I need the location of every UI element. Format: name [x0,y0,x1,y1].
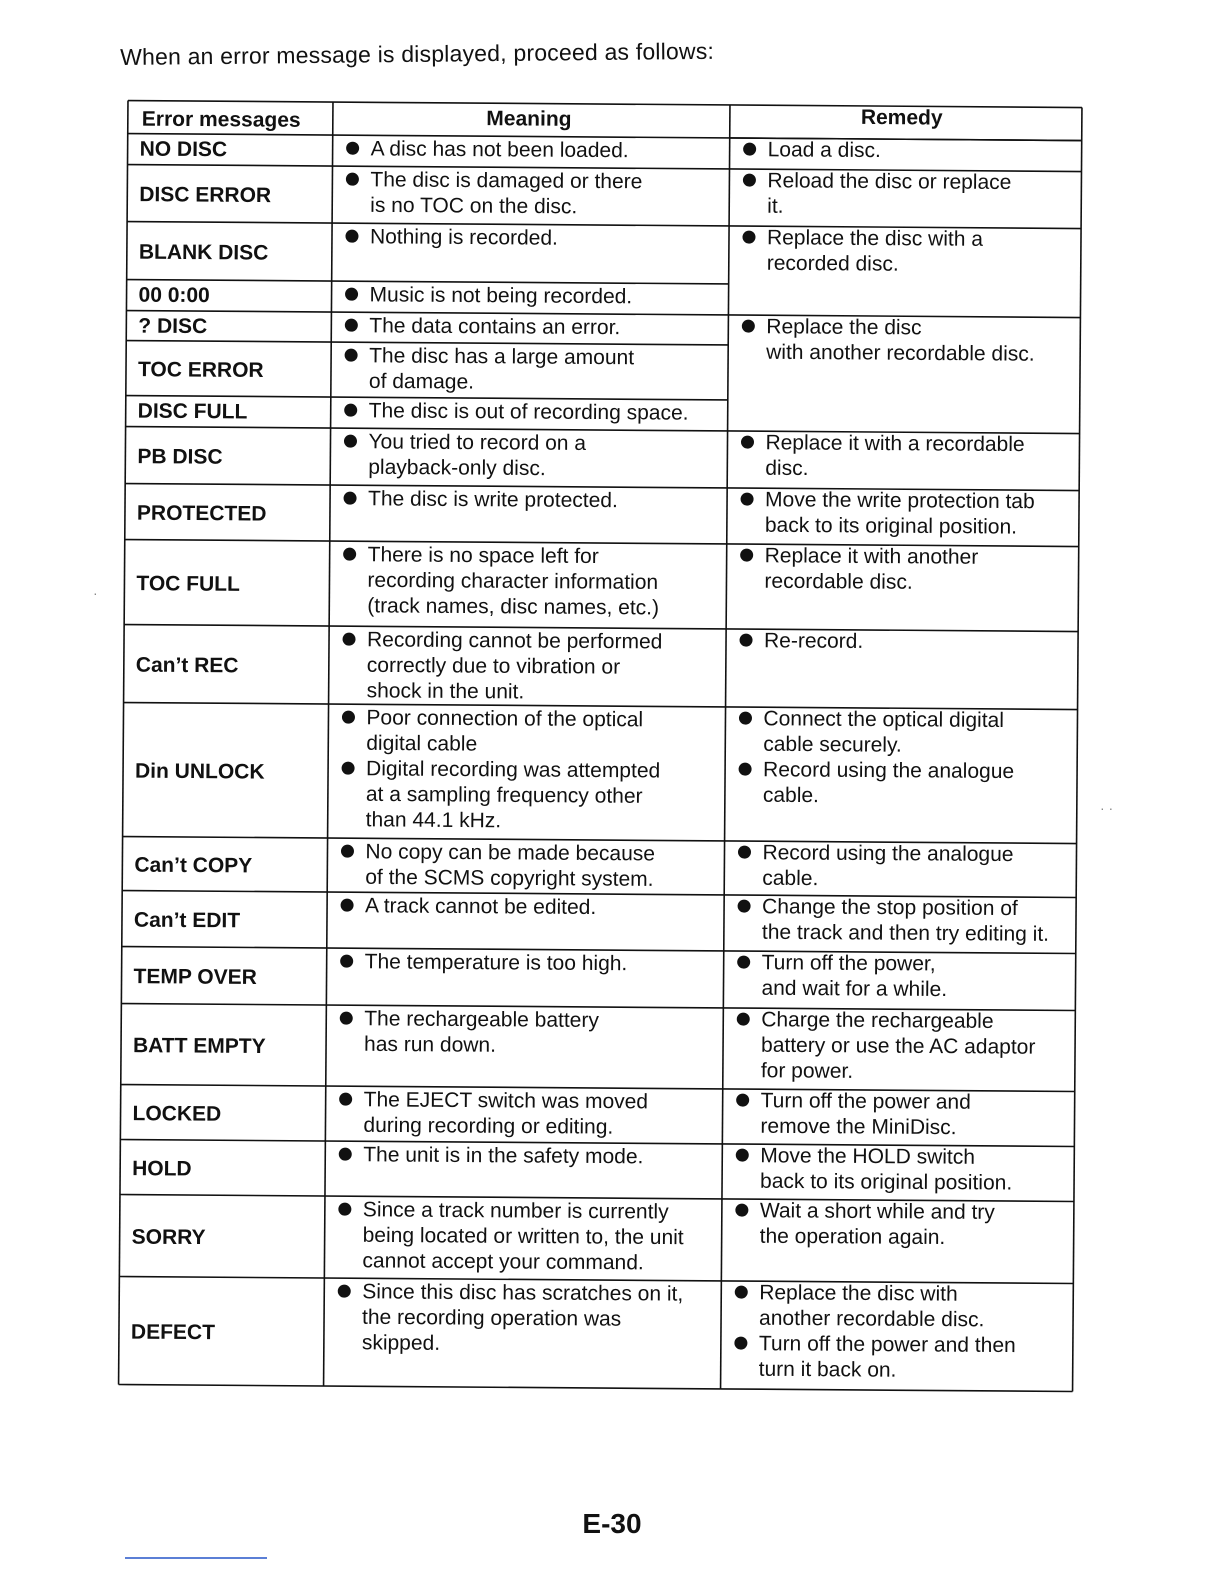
remedy-text: for power. [760,1059,854,1083]
meaning-text: playback-only disc. [368,455,546,481]
meaning-text: is no TOC on the disc. [370,193,578,219]
remedy-text: the operation again. [759,1224,946,1250]
error-message-label: BLANK DISC [138,240,269,265]
remedy-text: disc. [765,456,809,481]
bullet-icon [741,436,754,449]
bullet-icon [340,1012,353,1025]
error-message-label: Can’t EDIT [133,908,241,933]
meaning-text: Since a track number is currently [362,1198,669,1224]
column-divider [324,102,333,1386]
meaning-text: Music is not being recorded. [369,283,633,309]
bullet-icon [738,900,751,913]
bullet-icon [344,404,357,417]
meaning-text: A disc has not been loaded. [370,137,629,163]
remedy-text: Wait a short while and try [759,1199,995,1224]
row-divider [721,1389,1073,1392]
table-border-left [119,101,128,1385]
header-error-messages: Error messages [141,107,301,132]
bullet-icon [346,142,359,155]
remedy-text: cable. [762,783,820,808]
bullet-icon [735,1286,748,1299]
remedy-text: Replace the disc with [759,1281,958,1306]
bullet-icon [739,712,752,725]
remedy-text: Load a disc. [767,138,881,163]
meaning-text: Since this disc has scratches on it, [362,1280,684,1306]
bullet-icon [345,288,358,301]
bullet-icon [338,1285,351,1298]
error-message-label: DISC FULL [137,399,248,424]
remedy-text: Replace it with another [764,544,979,569]
table-border-right [1073,108,1082,1392]
remedy-text: Turn off the power and then [758,1332,1016,1358]
bullet-icon [341,899,354,912]
meaning-text: A track cannot be edited. [365,894,597,919]
meaning-text: being located or written to, the unit [362,1223,684,1250]
error-message-label: DISC ERROR [139,183,272,208]
meaning-text: The unit is in the safety mode. [363,1143,644,1169]
meaning-text: Digital recording was attempted [366,757,661,783]
bullet-icon [739,763,752,776]
remedy-text: Replace the disc [766,315,922,340]
error-message-label: LOCKED [132,1102,222,1126]
bullet-icon [344,492,357,505]
bullet-icon [737,956,750,969]
remedy-text: another recordable disc. [758,1306,985,1332]
bullet-icon [346,173,359,186]
meaning-text: recording character information [367,568,659,594]
meaning-text: than 44.1 kHz. [365,808,502,833]
error-message-label: TEMP OVER [133,965,257,990]
remedy-text: Move the write protection tab [764,488,1035,514]
remedy-text: it. [767,194,784,218]
error-message-label: TOC FULL [136,572,240,596]
meaning-text: digital cable [366,731,478,756]
bullet-icon [739,634,752,647]
bullet-icon [339,1148,352,1161]
bullet-icon [338,1203,351,1216]
meaning-text: of damage. [368,369,475,394]
remedy-text: Record using the analogue [762,841,1014,867]
remedy-text: Turn off the power, [761,951,936,976]
error-message-label: DEFECT [130,1320,216,1345]
header-meaning: Meaning [486,107,572,131]
remedy-text: battery or use the AC adaptor [760,1033,1036,1059]
meaning-text: There is no space left for [367,543,599,569]
remedy-text: Reload the disc or replace [767,169,1012,195]
bullet-icon [736,1149,749,1162]
remedy-text: with another recordable disc. [766,340,1035,366]
remedy-text: Change the stop position of [762,895,1018,921]
bullet-icon [735,1204,748,1217]
meaning-text: correctly due to vibration or [366,653,621,679]
bullet-icon [742,320,755,333]
bullet-icon [737,1013,750,1026]
meaning-text: during recording or editing. [363,1113,614,1139]
bullet-icon [742,231,755,244]
error-message-label: Can’t REC [135,653,239,678]
remedy-text: Connect the optical digital [763,707,1005,732]
margin-mark: · [93,585,98,601]
bullet-icon [341,845,354,858]
remedy-text: Replace the disc with a [766,226,984,251]
meaning-text: has run down. [363,1032,497,1057]
bullet-icon [339,1093,352,1106]
meaning-text: shock in the unit. [366,679,525,704]
meaning-text: The EJECT switch was moved [363,1088,649,1114]
meaning-text: skipped. [361,1331,441,1355]
bullet-icon [342,711,355,724]
remedy-text: and wait for a while. [761,976,948,1002]
meaning-text: (track names, disc names, etc.) [367,594,660,620]
error-message-label: HOLD [132,1157,192,1181]
remedy-text: Record using the analogue [763,758,1015,784]
error-message-label: PROTECTED [136,501,267,526]
remedy-text: Replace it with a recordable [765,431,1025,457]
remedy-text: back to its original position. [764,513,1018,539]
error-message-label: SORRY [131,1225,206,1250]
bullet-icon [741,493,754,506]
remedy-text: remove the MiniDisc. [760,1114,957,1140]
scan-artifact-line [125,1557,267,1559]
remedy-text: Re-record. [763,629,864,653]
error-message-label: ? DISC [138,314,208,339]
bullet-icon [345,319,358,332]
remedy-text: recordable disc. [764,569,913,594]
meaning-text: Poor connection of the optical [366,706,644,732]
remedy-text: Move the HOLD switch [760,1144,976,1169]
bullet-icon [736,1094,749,1107]
header-remedy: Remedy [860,105,943,130]
remedy-text: turn it back on. [758,1357,897,1382]
bullet-icon [343,548,356,561]
page-number: E-30 [582,1508,642,1539]
remedy-text: Turn off the power and [760,1089,971,1114]
error-message-label: BATT EMPTY [132,1034,266,1059]
error-message-label: Din UNLOCK [134,759,265,784]
remedy-text: back to its original position. [759,1169,1013,1195]
bullet-icon [342,762,355,775]
bullet-icon [734,1337,747,1350]
meaning-text: the recording operation was [361,1305,622,1331]
remedy-text: the track and then try editing it. [761,920,1050,946]
meaning-text: The data contains an error. [369,314,621,340]
meaning-text: The disc is out of recording space. [368,399,689,425]
error-message-label: PB DISC [137,445,223,469]
meaning-text: cannot accept your command. [362,1249,644,1275]
bullet-icon [345,349,358,362]
bullet-icon [342,633,355,646]
remedy-text: Charge the rechargeable [761,1008,994,1033]
column-divider [721,105,730,1389]
bullet-icon [740,549,753,562]
error-message-label: Can’t COPY [134,853,253,878]
meaning-text: The disc has a large amount [369,344,635,370]
meaning-text: No copy can be made because [365,840,656,866]
error-message-label: 00 0:00 [138,283,210,308]
bullet-icon [345,230,358,243]
meaning-text: of the SCMS copyright system. [365,865,654,891]
meaning-text: at a sampling frequency other [365,782,643,808]
bullet-icon [344,435,357,448]
intro-text: When an error message is displayed, proceed as follows: [120,37,715,70]
bullet-icon [738,846,751,859]
meaning-text: Recording cannot be performed [366,628,663,654]
row-divider [119,1385,721,1389]
bullet-icon [340,955,353,968]
remedy-text: recorded disc. [766,251,899,276]
error-message-label: TOC ERROR [137,358,264,383]
meaning-text: The rechargeable battery [364,1007,599,1033]
remedy-text: cable securely. [763,732,902,757]
error-message-label: NO DISC [139,137,228,162]
meaning-text: You tried to record on a [368,430,587,455]
meaning-text: Nothing is recorded. [369,225,559,250]
margin-mark: · · [1100,800,1114,816]
bullet-icon [743,143,756,156]
remedy-text: cable. [762,866,819,891]
meaning-text: The disc is write protected. [367,487,618,513]
bullet-icon [743,174,756,187]
meaning-text: The disc is damaged or there [370,168,643,194]
meaning-text: The temperature is too high. [364,950,628,976]
